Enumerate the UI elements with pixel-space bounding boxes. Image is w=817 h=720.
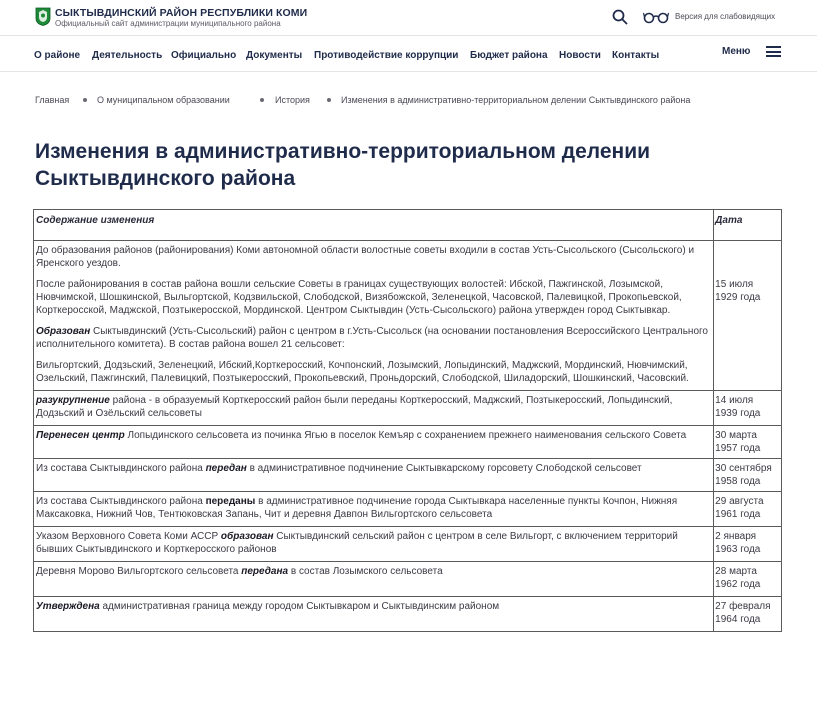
nav-item-anticorruption[interactable]: Противодействие коррупции	[314, 50, 459, 61]
site-header	[0, 0, 817, 36]
breadcrumb-history[interactable]: История	[275, 95, 310, 105]
change-description	[34, 492, 714, 526]
table-row	[34, 526, 781, 561]
search-icon[interactable]	[612, 9, 628, 25]
emphasis: Образован	[36, 326, 91, 337]
change-date: 30 марта 1957 года	[715, 430, 761, 454]
row-text: Лопыдинского сельсовета из починка Ягью в поселок Кемъяр с сохранением прежнего наименования сельского Совета	[124, 430, 687, 441]
glasses-icon[interactable]	[643, 10, 669, 24]
change-description	[34, 527, 714, 561]
site-title[interactable]: СЫКТЫВДИНСКИЙ РАЙОН РЕСПУБЛИКИ КОМИ	[55, 7, 308, 19]
change-date: 27 февраля 1964 года	[715, 601, 771, 625]
nav-item-contacts[interactable]: Контакты	[612, 50, 660, 61]
emphasis: переданы	[205, 496, 256, 507]
emphasis: передана	[241, 566, 289, 577]
change-date: 29 августа 1961 года	[715, 496, 764, 520]
coat-of-arms-logo[interactable]	[35, 7, 51, 26]
site-subtitle: Официальный сайт администрации муниципального района	[55, 19, 281, 28]
change-date: 15 июля 1929 года	[715, 279, 761, 303]
change-date: 30 сентября 1958 года	[715, 463, 772, 487]
change-description	[34, 459, 714, 491]
table-row	[34, 425, 781, 458]
paragraph	[36, 325, 711, 351]
row-text: Сыктывдинский сельский район с центром в селе Вильгорт, с включением территорий бывших Сыктывдинского и Корткеросского районов	[36, 531, 678, 555]
emphasis: передан	[205, 463, 247, 474]
nav-item-news[interactable]: Новости	[559, 50, 601, 61]
nav-item-budget[interactable]: Бюджет района	[470, 50, 548, 61]
table-row	[34, 458, 781, 491]
column-header-content: Содержание изменения	[34, 210, 714, 240]
row-text: Из состава Сыктывдинского района	[36, 496, 206, 507]
page-title: Изменения в административно-территориальном делении Сыктывдинского района	[35, 140, 651, 190]
menu-button[interactable]: Меню	[722, 46, 751, 57]
emphasis: Перенесен центр	[36, 430, 125, 441]
changes-table	[33, 209, 782, 632]
table-row	[34, 561, 781, 596]
breadcrumb-separator	[260, 98, 264, 102]
nav-item-documents[interactable]: Документы	[246, 50, 303, 61]
paragraph-text: Сыктывдинский (Усть-Сысольский) район с центром в г.Усть-Сысольск (на основании постановления Всероссийского Центрального исполнительного комитета). В состав района вошел 21 сельсовет:	[36, 326, 708, 350]
change-date: 14 июля 1939 года	[715, 395, 761, 419]
table-row	[34, 491, 781, 526]
row-text: Деревня Морово Вильгортского сельсовета	[36, 566, 242, 577]
table-row	[34, 390, 781, 425]
paragraph: До образования районов (районирования) Коми автономной области волостные советы входили в состав Усть-Сысольского (Сысольского) и Яренского уездов.	[36, 245, 695, 269]
change-description	[34, 426, 714, 458]
change-description	[34, 241, 714, 390]
paragraph: Вильгортский, Додзьский, Зеленецкий, Ибский,Корткеросский, Кочпонский, Лозымский, Лопыдинский, Маджский, Мординский, Нювчимский, Озельский, Пажгинский, Палевицкий, Позтыкеросский, Прокопьевский, Проньдорский, Слободской, Шиладорский, Шошкинский, Часовский.	[36, 360, 689, 384]
change-date: 28 марта 1962 года	[715, 566, 761, 590]
row-text: административная граница между городом Сыктывкаром и Сыктывдинским районом	[99, 601, 500, 612]
row-text: Из состава Сыктывдинского района	[36, 463, 206, 474]
row-text: Указом Верховного Совета Коми АССР	[36, 531, 221, 542]
emphasis: образован	[220, 531, 274, 542]
nav-item-activity[interactable]: Деятельность	[92, 50, 163, 61]
table-row	[34, 240, 781, 390]
row-text: района - в образуемый Корткеросский район были переданы Корткеросский, Маджский, Позтыкеросский, Лопыдинский, Додзьский и Озёльский сельсоветы	[36, 395, 673, 419]
accessibility-version-link[interactable]: Версия для слабовидящих	[675, 12, 776, 21]
nav-item-official[interactable]: Официально	[171, 50, 237, 61]
breadcrumb-home[interactable]: Главная	[35, 95, 70, 105]
row-text: в административное подчинение Сыктывкарскому горсовету Слободской сельсовет	[246, 463, 642, 474]
nav-item-about[interactable]: О районе	[34, 50, 81, 61]
breadcrumb-separator	[327, 98, 331, 102]
column-header-date: Дата	[715, 215, 743, 226]
breadcrumb-separator	[83, 98, 87, 102]
change-description	[34, 597, 714, 631]
table-header-row	[34, 210, 781, 240]
change-description	[34, 391, 714, 425]
row-text: в административное подчинение города Сыктывкара населенные пункты Кочпон, Нижняя Максаковка, Нижний Чов, Тентюковская Запань, Чит и деревня Давпон Вильгортского сельсовета	[36, 496, 678, 520]
main-nav	[0, 37, 817, 72]
row-text: в состав Лозымского сельсовета	[288, 566, 443, 577]
paragraph: После районирования в состав района вошли сельские Советы в границах существующих волостей: Ибской, Пажгинской, Лозымской, Нювчимской, Шошкинской, Выльгортской, Кодзвильской, Слободской, Визябожской, Зеленецкой, Часовской, Палевицкой, Прокопьевской, Корткеросской, Маджской, Позтыкеросской, Мординской. Центром Сыктывдин (Усть-Сысольского) района утвержден город Сыктывкар.	[36, 279, 682, 316]
change-description	[34, 562, 714, 596]
emphasis: разукрупнение	[36, 395, 110, 406]
emphasis: Утверждена	[36, 601, 100, 612]
hamburger-icon[interactable]	[766, 46, 781, 57]
breadcrumb-current: Изменения в административно-территориальном делении Сыктывдинского района	[341, 95, 691, 105]
table-row	[34, 596, 781, 631]
change-date: 2 января 1963 года	[715, 531, 761, 555]
breadcrumb-municipality[interactable]: О муниципальном образовании	[97, 95, 230, 105]
